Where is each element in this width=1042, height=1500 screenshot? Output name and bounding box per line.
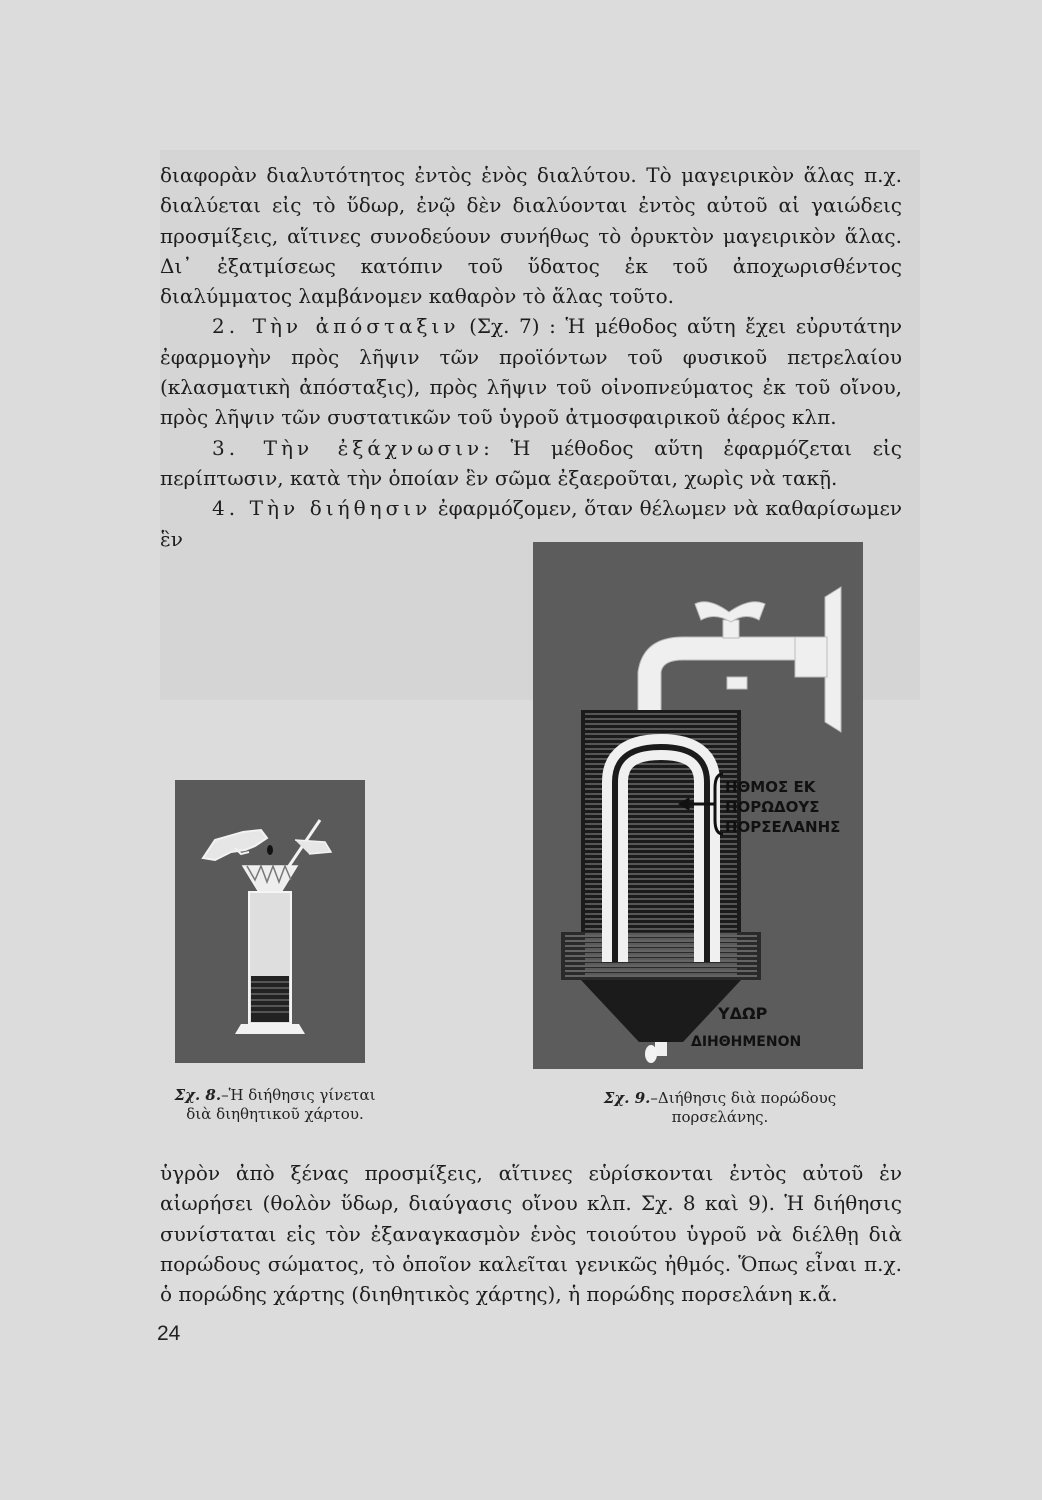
paragraph-3-body: : Ἡ μέθοδος αὕτη ἐφαρμόζεται εἰς περίπτωσιν, κατὰ τὴν ὁποίαν ἓν σῶμα ἐξαεροῦται, χωρὶς νὰ τακῇ. [160,435,902,490]
paragraph-3 [160,433,902,494]
label-water-line1: ΥΔΩΡ [718,1004,768,1023]
figure-9-caption-text: –Διήθησις διὰ πορώδους πορσελάνης. [650,1089,837,1126]
paragraph-1 [160,160,902,311]
body-text-top [160,160,902,554]
label-filter-line1: ΗΘΜΟΣ ΕΚ [725,778,816,796]
figure-8-caption-text: –Ἡ διήθησις γίνεται διὰ διηθητικοῦ χάρτου. [186,1086,376,1123]
figure-9-caption [570,1089,870,1127]
paragraph-4-body: ἐφαρμόζομεν, ὅταν θέλωμεν νὰ καθαρίσωμεν ἓν [160,496,902,551]
figure-9-label: Σχ. 9. [603,1089,651,1107]
label-water-line2: ΔΙΗΘΗΜΕΝΟΝ [691,1034,802,1050]
paragraph-5: ὑγρὸν ἀπὸ ξένας προσμίξεις, αἵτινες εὑρίσκονται ἐντὸς αὐτοῦ ἐν αἰωρήσει (θολὸν ὕδωρ, διαύγασις οἴνου κλπ. Σχ. 8 καὶ 9). Ἡ διήθησις συνίσταται εἰς τὸν ἐξαναγκασμὸν ἑνὸς τοιούτου ὑγροῦ νὰ διέλθῃ διὰ πορώδους σώματος, τὸ ὁποῖον καλεῖται γενικῶς ἠθμός. Ὅπως εἶναι π.χ. ὁ πορώδης χάρτης (διηθητικὸς χάρτης), ἡ πορώδης πορσελάνη κ.ἄ. [160,1161,902,1307]
paragraph-1-body: διαφορὰν διαλυτότητος ἐντὸς ἑνὸς διαλύτου. Τὸ μαγειρικὸν ἅλας π.χ. διαλύεται εἰς τὸ ὕδωρ, ἐνῷ δὲν διαλύονται ἐντὸς αὐτοῦ αἱ γαιώδεις προσμίξεις, αἵτινες συνοδεύουν συνήθως τὸ ὀρυκτὸν μαγειρικὸν ἅλας. Δι᾿ ἐξατμίσεως κατόπιν τοῦ ὕδατος ἐκ τοῦ ἀποχωρισθέντος διαλύμματος λαμβάνομεν καθαρὸν τὸ ἅλας τοῦτο. [160,163,902,309]
body-text-bottom [160,1158,902,1309]
paragraph-2-lead: 2. Τὴν ἀπόσταξιν [212,314,460,339]
figure-8-caption [170,1086,380,1124]
label-filter-line2: ΠΟΡΩΔΟΥΣ [725,798,820,816]
page-number: 24 [157,1322,181,1345]
figure-9-porcelain-filter [533,542,863,1069]
paragraph-2 [160,311,902,432]
paragraph-2-body: (Σχ. 7) : Ἡ μέθοδος αὕτη ἔχει εὐρυτάτην ἐφαρμογὴν πρὸς λῆψιν τῶν προϊόντων τοῦ φυσικοῦ πετρελαίου (κλασματικὴ ἀπόσταξις), πρὸς λῆψιν τοῦ οἰνοπνεύματος ἐκ τοῦ οἴνου, πρὸς λῆψιν τῶν συστατικῶν τοῦ ὑγροῦ ἀτμοσφαιρικοῦ ἀέρος κλπ. [160,314,902,430]
paragraph-4-lead: 4. Τὴν διήθησιν [212,496,432,521]
figure-8-label: Σχ. 8. [174,1086,222,1104]
label-filter-line3: ΠΟΡΣΕΛΑΝΗΣ [725,818,841,836]
paragraph-3-lead: 3. Τὴν ἐξάχνωσιν [212,435,484,460]
drop-icon [267,845,273,855]
figure-8-paper-filtration [175,780,365,1063]
